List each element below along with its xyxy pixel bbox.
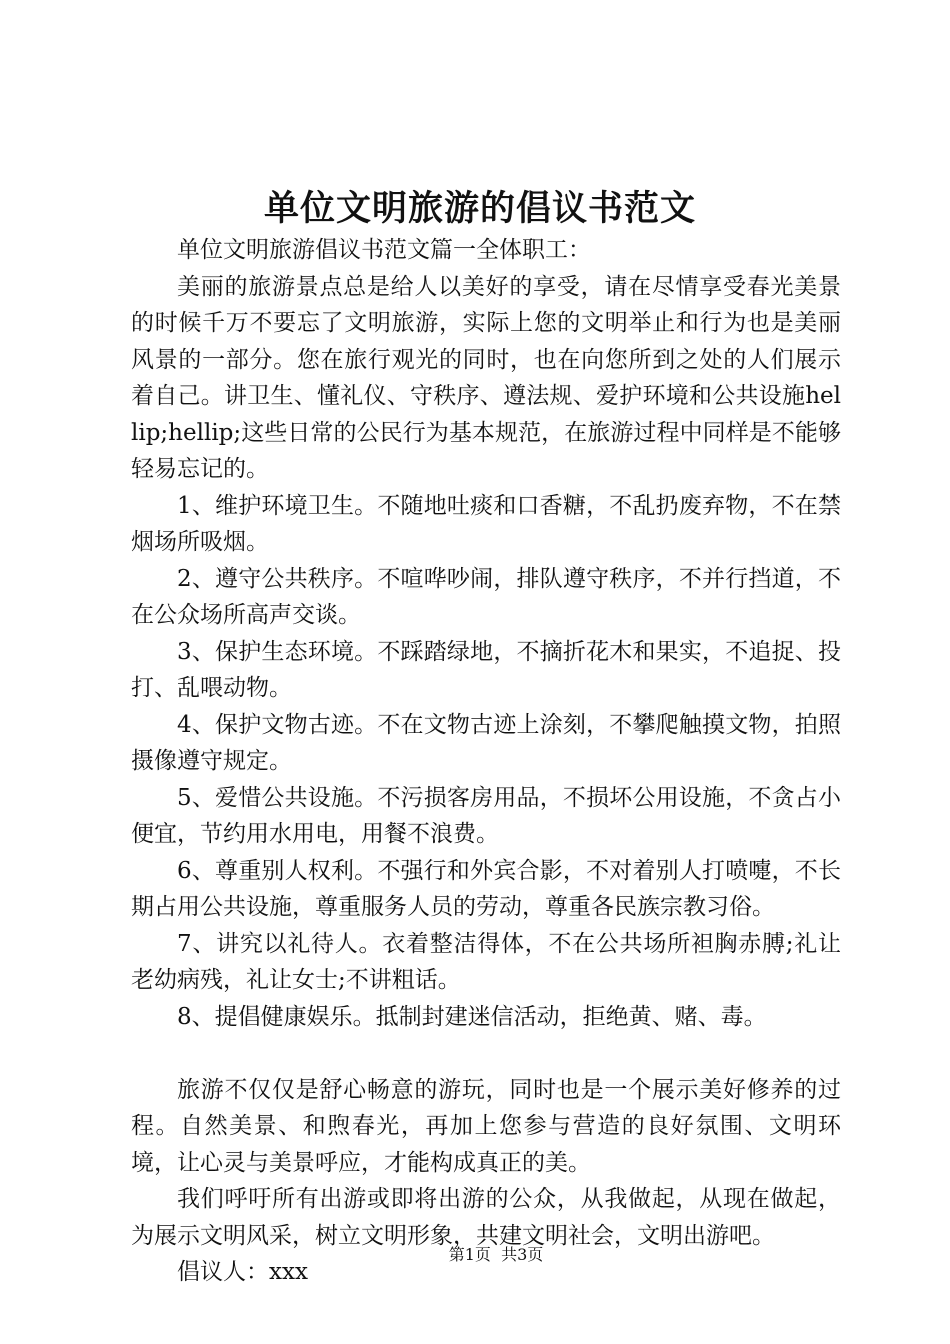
page-number: 第1页	[448, 1245, 491, 1264]
paragraph-signature: 倡议人：xxx	[177, 1259, 308, 1285]
footer-spacer	[491, 1245, 501, 1264]
list-item-1: 1、维护环境卫生。不随地吐痰和口香糖，不乱扔废弃物，不在禁烟场所吸烟。	[131, 492, 841, 555]
page-total: 共3页	[501, 1245, 544, 1264]
list-item-2: 2、遵守公共秩序。不喧哗吵闹，排队遵守秩序，不并行挡道，不在公众场所高声交谈。	[131, 565, 841, 628]
paragraph-salutation: 单位文明旅游倡议书范文篇一全体职工：	[177, 237, 591, 263]
paragraph-closing: 旅游不仅仅是舒心畅意的游玩，同时也是一个展示美好修养的过程。自然美景、和煦春光，再加上您参与营造的良好氛围、文明环境，让心灵与美景呼应，才能构成真正的美。	[131, 1076, 841, 1176]
document-title: 单位文明旅游的倡议书范文	[263, 188, 696, 229]
list-item-5: 5、爱惜公共设施。不污损客房用品，不损坏公用设施，不贪占小便宜，节约用水用电，用餐不浪费。	[131, 784, 841, 847]
paragraph-appeal: 我们呼吁所有出游或即将出游的公众，从我做起，从现在做起，为展示文明风采，树立文明形象，共建文明社会，文明出游吧。	[131, 1186, 841, 1249]
list-item-8: 8、提倡健康娱乐。抵制封建迷信活动，拒绝黄、赌、毒。	[177, 1003, 767, 1030]
page-footer	[0, 1243, 950, 1267]
blank-line	[131, 1035, 841, 1072]
document-body	[131, 232, 841, 1291]
list-item-4: 4、保护文物古迹。不在文物古迹上涂刻，不攀爬触摸文物，拍照摄像遵守规定。	[131, 711, 841, 774]
list-item-6: 6、尊重别人权利。不强行和外宾合影，不对着别人打喷嚏，不长期占用公共设施，尊重服务人员的劳动，尊重各民族宗教习俗。	[131, 857, 841, 920]
list-item-3: 3、保护生态环境。不踩踏绿地，不摘折花木和果实，不追捉、投打、乱喂动物。	[131, 638, 841, 701]
paragraph-intro: 美丽的旅游景点总是给人以美好的享受，请在尽情享受春光美景的时候千万不要忘了文明旅游，实际上您的文明举止和行为也是美丽风景的一部分。您在旅行观光的同时，也在向您所到之处的人们展示着自己。讲卫生、懂礼仪、守秩序、遵法规、爱护环境和公共设施hellip;hellip;这些日常的公民行为基本规范，在旅游过程中同样是不能够轻易忘记的。	[131, 273, 841, 482]
list-item-7: 7、讲究以礼待人。衣着整洁得体，不在公共场所袒胸赤膊;礼让老幼病残，礼让女士;不讲粗话。	[131, 930, 841, 993]
